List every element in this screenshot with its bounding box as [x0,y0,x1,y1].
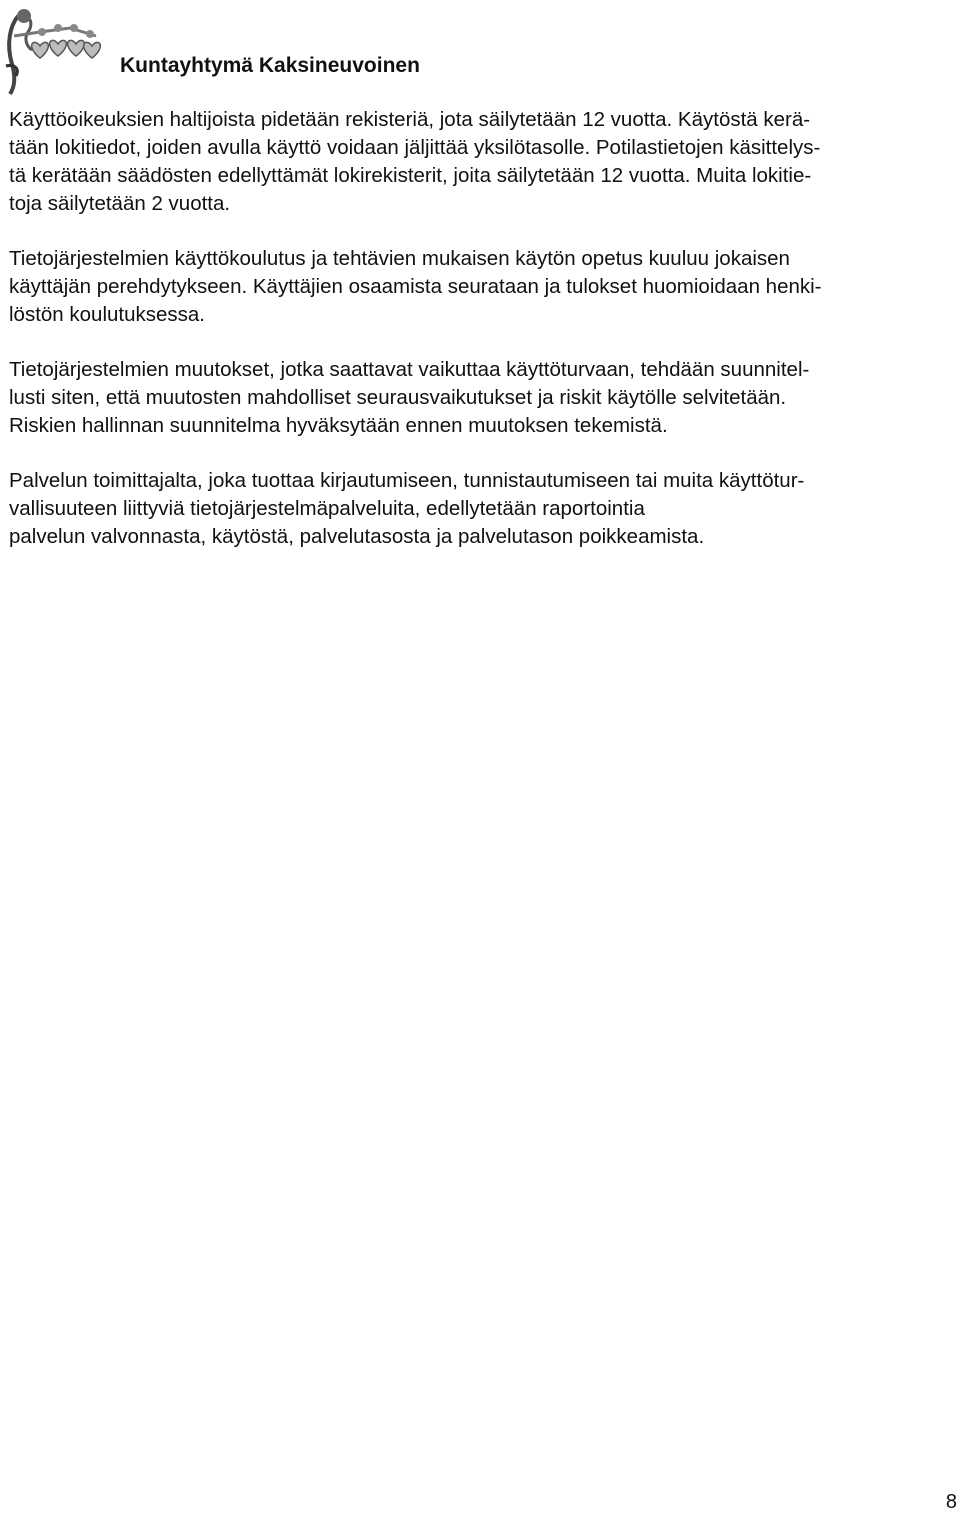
text-line: Riskien hallinnan suunnitelma hyväksytään ennen muutoksen tekemistä. [9,414,668,437]
text-line: tään lokitiedot, joiden avulla käyttö voidaan jäljittää yksilötasolle. Potilastietojen käsittelys- [9,136,821,159]
municipality-logo-icon [0,6,110,96]
text-line: Tietojärjestelmien muutokset, jotka saattavat vaikuttaa käyttöturvaan, tehdään suunnitel- [9,358,810,381]
paragraph-changes [9,356,954,440]
text-line: lusti siten, että muutosten mahdolliset seurausvaikutukset ja riskit käytölle selvitetään. [9,386,787,409]
text-line: toja säilytetään 2 vuotta. [9,192,231,215]
text-line: Käyttöoikeuksien haltijoista pidetään rekisteriä, jota säilytetään 12 vuotta. Käytöstä kerä- [9,108,811,131]
text-line: tä kerätään säädösten edellyttämät lokirekisterit, joita säilytetään 12 vuotta. Muita lokitie- [9,164,812,187]
page-title: Kuntayhtymä Kaksineuvoinen [120,54,420,77]
text-line: Tietojärjestelmien käyttökoulutus ja tehtävien mukaisen käytön opetus kuuluu jokaisen [9,247,790,270]
paragraph-training [9,245,954,329]
paragraph-service-provider [9,467,954,551]
text-line: Palvelun toimittajalta, joka tuottaa kirjautumiseen, tunnistautumiseen tai muita käyttötur- [9,469,805,492]
page-number: 8 [945,1491,957,1513]
paragraph-access-logs [9,106,954,218]
text-line: löstön koulutuksessa. [9,303,206,326]
document-body [9,106,954,578]
text-line: vallisuuteen liittyviä tietojärjestelmäpalveluita, edellytetään raportointia [9,497,645,520]
text-line: käyttäjän perehdytykseen. Käyttäjien osaamista seurataan ja tulokset huomioidaan henki- [9,275,822,298]
text-line: palvelun valvonnasta, käytöstä, palvelutasosta ja palvelutason poikkeamista. [9,525,705,548]
